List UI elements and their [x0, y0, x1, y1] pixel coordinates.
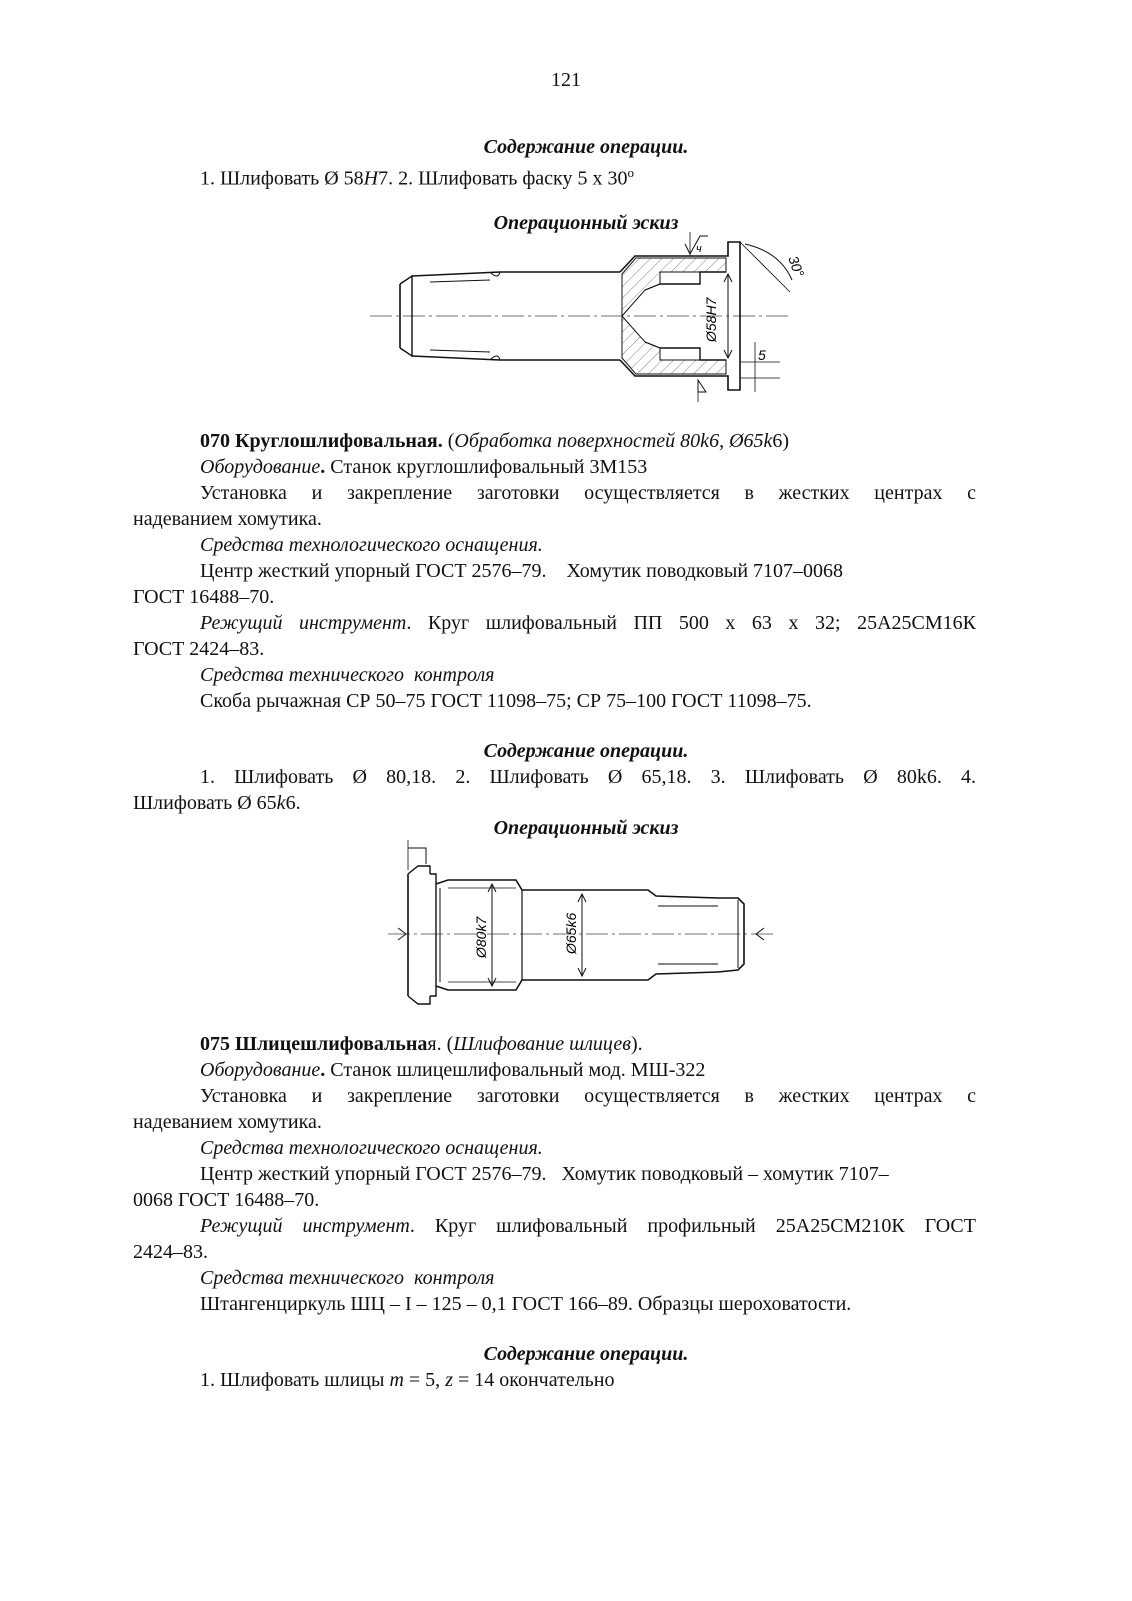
content-heading: Содержание операции.: [483, 136, 689, 158]
tooling-label: Средства технологического оснащения.: [200, 534, 543, 556]
text: m: [389, 1369, 404, 1391]
equipment-line: [200, 454, 647, 480]
operational-sketch-2: [388, 840, 778, 1010]
sketch-heading: Операционный эскиз: [493, 817, 679, 839]
equipment-line: [200, 1057, 705, 1083]
bore-diameter-label: Ø58H7: [703, 297, 719, 342]
paren: ).: [630, 1033, 643, 1055]
paren: (: [447, 430, 455, 452]
shaft-bore-drawing: [360, 232, 830, 412]
cutting-label: Режущий инструмент: [200, 612, 407, 634]
content-line: [133, 790, 301, 816]
text: . Круг шлифовальный профильный 25А25СМ210К ГОСТ: [409, 1215, 976, 1237]
text: .: [320, 1059, 326, 1081]
setup-line: надеванием хомутика.: [133, 508, 322, 530]
equipment-label: Оборудование: [200, 1059, 321, 1081]
setup-line: надеванием хомутика.: [133, 1111, 322, 1133]
diameter-65-label: Ø65k6: [563, 912, 579, 954]
text: 7. 2. Шлифовать фаску 5 х 30: [378, 167, 628, 190]
tooling-line: Центр жесткий упорный ГОСТ 2576–79. Хомутик поводковый 7107–0068: [200, 560, 844, 582]
equipment-text: Станок круглошлифовальный 3М153: [325, 456, 648, 478]
cutting-line: [200, 1213, 976, 1239]
control-text: Скоба рычажная СР 50–75 ГОСТ 11098–75; СР 75–100 ГОСТ 11098–75.: [200, 690, 812, 712]
content-heading: Содержание операции.: [483, 1343, 689, 1365]
text: 1. Шлифовать Ø 58: [200, 167, 364, 190]
tooling-line: 0068 ГОСТ 16488–70.: [133, 1189, 320, 1211]
text: я. (: [427, 1033, 454, 1055]
text: 6.: [285, 792, 301, 814]
text: = 5,: [403, 1369, 446, 1391]
op-075-title: 075 Шлицешлифовальна: [200, 1033, 428, 1055]
text: 6, Ø65: [709, 430, 764, 452]
text: k: [763, 430, 773, 452]
op-purpose: Обработка поверхностей 80: [454, 430, 701, 452]
text: k: [276, 792, 286, 814]
text: 6: [772, 430, 783, 452]
setup-line: Установка и закрепление заготовки осуществляется в жестких центрах с: [200, 482, 976, 504]
page-number: 121: [551, 69, 581, 91]
tooling-line: Центр жесткий упорный ГОСТ 2576–79. Хомутик поводковый – хомутик 7107–: [200, 1163, 889, 1185]
text: k: [700, 430, 710, 452]
control-text: Штангенциркуль ШЦ – I – 125 – 0,1 ГОСТ 166–89. Образцы шероховатости.: [200, 1293, 852, 1315]
op-070-title: 070 Круглошлифовальная.: [200, 430, 443, 452]
cutting-label: Режущий инструмент: [200, 1215, 410, 1237]
text: Шлифовать Ø 65: [133, 792, 277, 814]
operational-sketch-1: [360, 232, 830, 412]
op-purpose: Шлифование шлицев: [453, 1033, 631, 1055]
text: 1. Шлифовать шлицы: [200, 1369, 390, 1391]
tooling-line: ГОСТ 16488–70.: [133, 586, 275, 608]
text: . Круг шлифовальный ПП 500 х 63 х 32; 25А25СМ16К: [406, 612, 976, 634]
text: = 14 окончательно: [452, 1369, 615, 1391]
angle-label: 30°: [785, 253, 808, 279]
content-line: [200, 1367, 615, 1393]
paren: ): [782, 430, 790, 452]
roughness-label: ч: [696, 243, 702, 255]
content-line: 1. Шлифовать Ø 80,18. 2. Шлифовать Ø 65,18. 3. Шлифовать Ø 80k6. 4.: [200, 766, 976, 788]
cutting-line: ГОСТ 2424–83.: [133, 638, 265, 660]
cutting-line: 2424–83.: [133, 1241, 208, 1263]
setup-line: Установка и закрепление заготовки осуществляется в жестких центрах с: [200, 1085, 976, 1107]
op-070-title-line: [200, 428, 789, 454]
control-label: Средства технического контроля: [200, 1267, 495, 1289]
equipment-label: Оборудование: [200, 456, 321, 478]
content-heading: Содержание операции.: [483, 740, 689, 762]
diameter-80-label: Ø80k7: [473, 916, 489, 958]
text: H: [363, 167, 379, 190]
op-075-title-line: [200, 1031, 643, 1057]
text: .: [320, 456, 326, 478]
tooling-label: Средства технологического оснащения.: [200, 1137, 543, 1159]
degree-sup: о: [627, 165, 634, 180]
shaft-external-drawing: [388, 840, 778, 1010]
chamfer-label: 5: [758, 347, 766, 363]
content-line: [200, 160, 634, 192]
text: z: [445, 1369, 453, 1391]
sketch-heading: Операционный эскиз: [493, 212, 679, 234]
control-label: Средства технического контроля: [200, 664, 495, 686]
cutting-line: [200, 610, 976, 636]
equipment-text: Станок шлицешлифовальный мод. МШ-322: [325, 1059, 706, 1081]
